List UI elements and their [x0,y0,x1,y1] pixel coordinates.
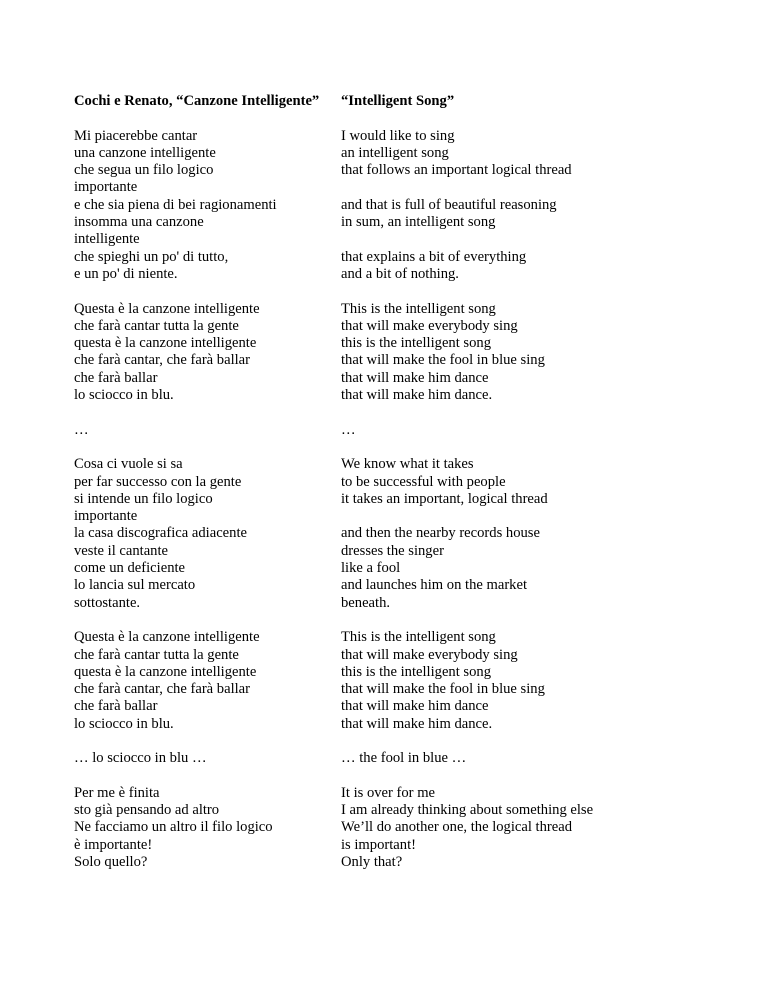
italian-lyric-line: per far successo con la gente [74,473,242,490]
english-lyric-line: and then the nearby records house [341,525,540,542]
italian-lyric-line: Solo quello? [74,854,148,871]
english-lyric-line: We know what it takes [341,456,474,473]
italian-lyric-line: Questa è la canzone intelligente [74,629,260,646]
english-lyric-line: in sum, an intelligent song [341,214,496,231]
italian-lyric-line: veste il cantante [74,542,169,559]
english-lyric-line: it takes an important, logical thread [341,490,548,507]
english-stanza [341,422,741,439]
italian-lyric-line: che farà ballar [74,369,158,386]
italian-lyric-line: e che sia piena di bei ragionamenti [74,196,277,213]
english-stanza [341,629,741,733]
italian-lyrics-column [74,93,336,889]
english-stanza [341,456,741,612]
italian-lyric-line: importante [74,179,138,196]
italian-lyric-line: lo lancia sul mercato [74,577,196,594]
english-lyrics-column [341,93,741,889]
italian-lyric-line: una canzone intelligente [74,144,216,161]
english-lyric-line: … the fool in blue … [341,750,467,767]
english-lyric-line: an intelligent song [341,144,449,161]
italian-lyric-line: che farà cantar, che farà ballar [74,681,251,698]
english-lyric-line: to be successful with people [341,473,506,490]
english-lyric-line: that will make him dance. [341,715,493,732]
english-lyric-line: This is the intelligent song [341,300,496,317]
english-stanza [341,128,741,284]
italian-lyric-line: che farà ballar [74,698,158,715]
english-lyric-line: that will make him dance [341,369,489,386]
english-lyric-line: that will make him dance. [341,387,493,404]
italian-lyric-line: importante [74,508,138,525]
english-lyric-line: that will make him dance [341,698,489,715]
english-lyric-line: We’ll do another one, the logical thread [341,819,573,836]
italian-lyric-line: si intende un filo logico [74,490,213,507]
english-lyric-line: Only that? [341,854,403,871]
english-lyric-line: and a bit of nothing. [341,265,459,282]
english-lyric-line: beneath. [341,594,391,611]
english-stanza [341,301,741,405]
english-lyric-line: that will make the fool in blue sing [341,352,545,369]
italian-lyric-line: sottostante. [74,594,141,611]
italian-stanza [74,750,336,767]
italian-title: Cochi e Renato, “Canzone Intelligente” [74,93,320,109]
italian-lyric-line: Questa è la canzone intelligente [74,300,260,317]
english-title: “Intelligent Song” [341,93,455,109]
english-lyric-line: that will make everybody sing [341,317,518,334]
english-lyric-line: is important! [341,836,416,853]
italian-stanza [74,785,336,871]
italian-lyric-line: questa è la canzone intelligente [74,663,257,680]
italian-stanza [74,128,336,284]
english-stanza [341,785,741,871]
english-lyric-line: like a fool [341,560,401,577]
italian-lyric-line: che segua un filo logico [74,162,214,179]
english-lyric-line: It is over for me [341,784,436,801]
italian-lyric-line: … lo sciocco in blu … [74,750,207,767]
italian-lyric-line: Ne facciamo un altro il filo logico [74,819,273,836]
english-lyric-line: dresses the singer [341,542,444,559]
italian-lyric-line: insomma una canzone [74,214,204,231]
italian-stanzas [74,128,336,872]
english-lyric-line: this is the intelligent song [341,663,491,680]
english-lyric-line: and that is full of beautiful reasoning [341,196,557,213]
english-lyric-line: This is the intelligent song [341,629,496,646]
italian-lyric-line: che spieghi un po' di tutto, [74,248,229,265]
italian-lyric-line: che farà cantar tutta la gente [74,646,239,663]
italian-lyric-line: è importante! [74,836,153,853]
italian-lyric-line: questa è la canzone intelligente [74,335,257,352]
italian-lyric-line: che farà cantar tutta la gente [74,317,239,334]
english-lyric-line: that will make the fool in blue sing [341,681,545,698]
italian-lyric-line: che farà cantar, che farà ballar [74,352,251,369]
english-lyric-line [341,231,741,248]
english-stanza [341,750,741,767]
italian-lyric-line: lo sciocco in blu. [74,715,174,732]
italian-lyric-line: la casa discografica adiacente [74,525,247,542]
italian-lyric-line: sto già pensando ad altro [74,802,220,819]
italian-lyric-line: Per me è finita [74,784,160,801]
italian-lyric-line: lo sciocco in blu. [74,387,174,404]
italian-stanza [74,422,336,439]
italian-lyric-line: come un deficiente [74,560,186,577]
english-lyric-line: that explains a bit of everything [341,248,527,265]
italian-lyric-line: Mi piacerebbe cantar [74,127,198,144]
english-lyric-line [341,508,741,525]
italian-stanza [74,456,336,612]
italian-lyric-line: … [74,421,89,438]
english-lyric-line: this is the intelligent song [341,335,491,352]
english-lyric-line: I would like to sing [341,127,455,144]
italian-lyric-line: intelligente [74,231,140,248]
english-lyric-line: and launches him on the market [341,577,528,594]
italian-stanza [74,301,336,405]
english-lyric-line: that will make everybody sing [341,646,518,663]
italian-lyric-line: Cosa ci vuole si sa [74,456,183,473]
english-lyric-line [341,179,741,196]
english-lyric-line: … [341,421,356,438]
english-lyric-line: that follows an important logical thread [341,162,572,179]
english-stanzas [341,128,741,872]
italian-stanza [74,629,336,733]
italian-lyric-line: e un po' di niente. [74,265,178,282]
english-lyric-line: I am already thinking about something else [341,802,594,819]
